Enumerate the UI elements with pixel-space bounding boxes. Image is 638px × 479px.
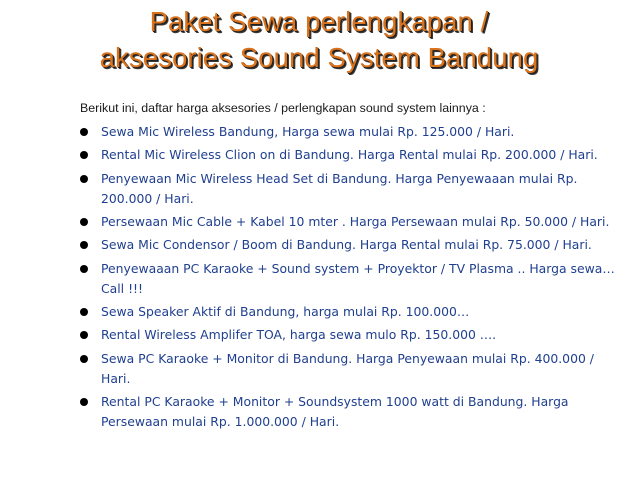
list-item — [80, 325, 620, 345]
list-item — [80, 169, 620, 209]
list-item-text: Sewa PC Karaoke + Monitor di Bandung. Harga Penyewaan mulai Rp. 400.000 / Hari. — [101, 350, 594, 386]
list-item-text: Rental Wireless Amplifer TOA, harga sewa mulo Rp. 150.000 …. — [101, 327, 497, 343]
list-item-text: Sewa Mic Condensor / Boom di Bandung. Harga Rental mulai Rp. 75.000 / Hari. — [101, 237, 592, 253]
rental-list — [80, 122, 620, 435]
list-item — [80, 145, 620, 165]
bullet-icon — [80, 398, 88, 406]
bullet-icon — [80, 175, 88, 183]
list-item — [80, 349, 620, 389]
slide-title-line-1: Paket Sewa perlengkapan / — [149, 6, 489, 37]
intro-text: Berikut ini, daftar harga aksesories / perlengkapan sound system lainnya : — [80, 101, 486, 115]
bullet-icon — [80, 151, 88, 159]
bullet-icon — [80, 265, 88, 273]
list-item — [80, 259, 620, 299]
list-item — [80, 392, 620, 432]
list-item-text: Rental PC Karaoke + Monitor + Soundsystem 1000 watt di Bandung. Harga Persewaan mulai Rp. 1.000.000 / Hari. — [101, 393, 569, 429]
list-item-text: Sewa Speaker Aktif di Bandung, harga mulai Rp. 100.000… — [101, 303, 470, 319]
bullet-icon — [80, 308, 88, 316]
list-item — [80, 122, 620, 142]
list-item — [80, 235, 620, 255]
list-item — [80, 302, 620, 322]
list-item-text: Penyewaaan PC Karaoke + Sound system + Proyektor / TV Plasma .. Harga sewa… Call !!! — [101, 260, 615, 296]
bullet-icon — [80, 331, 88, 339]
list-item-text: Rental Mic Wireless Clion on di Bandung. Harga Rental mulai Rp. 200.000 / Hari. — [101, 147, 598, 163]
list-item — [80, 212, 620, 232]
slide-title-line-2: aksesories Sound System Bandung — [99, 42, 539, 73]
list-item-text: Sewa Mic Wireless Bandung, Harga sewa mulai Rp. 125.000 / Hari. — [101, 124, 515, 139]
slide-title — [0, 4, 638, 76]
bullet-icon — [80, 218, 88, 226]
bullet-icon — [80, 241, 88, 249]
list-item-text: Persewaan Mic Cable + Kabel 10 mter . Harga Persewaan mulai Rp. 50.000 / Hari. — [101, 213, 610, 229]
list-item-text: Penyewaan Mic Wireless Head Set di Bandung. Harga Penyewaaan mulai Rp. 200.000 / Hari. — [101, 170, 578, 206]
bullet-icon — [80, 355, 88, 363]
bullet-icon — [80, 128, 88, 136]
